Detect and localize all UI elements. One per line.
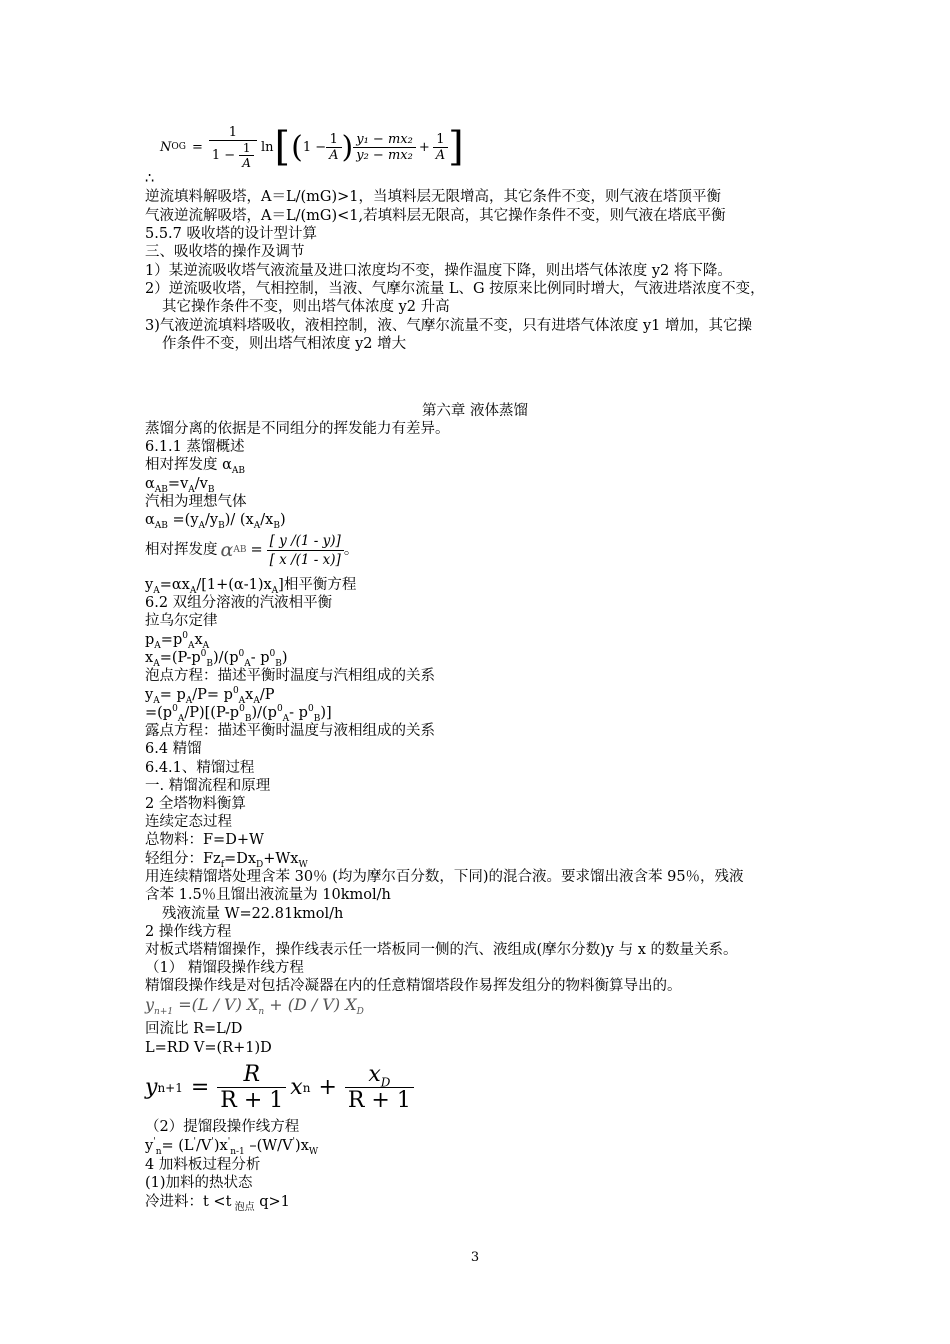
relative-volatility-formula: 相对挥发度 α AB = $\frac{[ y /(1 - y)]}{[ x /(1 - x)]}$ 。 (145, 532, 359, 568)
t: x (194, 632, 203, 648)
t: )] (320, 705, 332, 721)
text-line: 含苯 1.5％且馏出液流量为 10kmol/h (145, 887, 391, 903)
t: /y (205, 512, 219, 528)
t: ]相平衡方程 (278, 577, 357, 593)
t: )/(p (251, 705, 277, 721)
t: A (198, 520, 206, 531)
text-line: L=RD V=(R+1)D (145, 1040, 272, 1056)
page-number: 3 (470, 1250, 480, 1265)
operating-line-equation: y n+1 = $\frac{R}{R + 1}$ x n + $\frac{x_D}{R + 1}$ (145, 1062, 414, 1113)
t: =(p (145, 705, 173, 721)
nog-bracket-open: [ (274, 124, 291, 170)
t: A (238, 695, 246, 706)
section-heading: 三、吸收塔的操作及调节 (145, 244, 305, 260)
text-line: 3)气液逆流填料塔吸收，液相控制，液、气摩尔流量不变，只有进塔气体浓度 y1 增加，其它操 (145, 318, 753, 334)
text-line: 拉乌尔定律 (145, 613, 218, 629)
therefore-symbol: ∴ (145, 171, 155, 187)
formula-line (145, 1137, 318, 1155)
text-line: 露点方程：描述平衡时温度与液相组成的关系 (145, 723, 435, 739)
formula-line (145, 475, 214, 493)
t: q>1 (254, 1194, 290, 1210)
nog-inner-frac (326, 132, 341, 163)
t: A (153, 695, 160, 706)
t: α (145, 512, 155, 528)
t: AB (154, 484, 168, 495)
t: A (202, 640, 210, 651)
t: AB (231, 465, 246, 476)
volatility-frac (267, 532, 344, 569)
t: n-1 (230, 1146, 245, 1157)
t: A (189, 585, 197, 596)
nog-paren-close: ) (341, 129, 354, 165)
t: 0 (232, 686, 239, 697)
nog-y-den: y₂ − mx₂ (356, 147, 413, 163)
t: x (145, 650, 154, 666)
t: A (188, 484, 195, 495)
t: ) (279, 512, 286, 528)
t: n (258, 1007, 265, 1018)
t: y (145, 1138, 154, 1154)
t: 0 (307, 704, 314, 715)
t: W (308, 1146, 319, 1157)
text-line: 逆流填料解吸塔，A＝L/(mG)>1，当填料层无限增高，其它条件不变，则气液在塔顶平衡 (145, 189, 722, 205)
text-line: 总物料：F=D+W (145, 832, 264, 848)
t: =(L / V) X (173, 995, 259, 1014)
t: D (380, 1075, 391, 1090)
t: A (187, 640, 195, 651)
t: 0 (172, 704, 178, 715)
t: p (145, 632, 155, 648)
t: y (145, 687, 154, 703)
t: A (271, 585, 279, 596)
t: [ x /(1 - x)] (269, 551, 341, 568)
section-heading: 一. 精馏流程和原理 (145, 778, 271, 794)
section-heading: 6.2 双组分溶液的汽液相平衡 (145, 595, 333, 611)
t: R (217, 1062, 286, 1088)
section-heading: 6.1.1 蒸馏概述 (145, 439, 245, 455)
t: f (220, 859, 225, 870)
t: 0 (200, 649, 207, 660)
t: /P)[(P-p (184, 705, 240, 721)
section-heading: （2）提馏段操作线方程 (145, 1119, 300, 1135)
nog-coef-den (209, 141, 257, 170)
nog-paren-open: ( (291, 129, 303, 165)
formula-line (145, 649, 288, 667)
op2-frac2 (345, 1062, 414, 1113)
t: n+1 (154, 1007, 174, 1018)
t: A (154, 640, 161, 651)
text-line: 残液流量 W=22.81kmol/h (162, 906, 344, 922)
t: = (L (161, 1138, 194, 1154)
t: α (145, 476, 155, 492)
formula-line (145, 631, 209, 649)
section-heading: 2 操作线方程 (145, 924, 232, 940)
text-line: 气液逆流解吸塔，A＝L/(mG)<1,若填料层无限高，其它操作条件不变，则气液在塔底平衡 (145, 208, 726, 224)
nog-coef-den-a: 1 − (211, 147, 236, 163)
nog-equation: N OG = 1 1 − $\frac{1}{A}$ ln [ ( 1 − $\frac{1}{A}$ ) $\frac{\text{y₁ − mx₂}}{\text{y₂ − mx₂}}$ + $\frac{1}{A}$ ] (160, 124, 464, 170)
t: /x (260, 512, 274, 528)
nog-last-num: 1 (433, 132, 448, 148)
text-line: 汽相为理想气体 (145, 494, 247, 510)
t: AB (154, 520, 168, 531)
t: W (298, 859, 308, 870)
t: D (256, 859, 264, 870)
t: = (250, 542, 263, 558)
t: - p (250, 650, 270, 666)
t: x (368, 1062, 381, 1087)
nog-y-num: y₁ − mx₂ (353, 132, 416, 148)
alpha-symbol: α (220, 539, 234, 561)
t: A (153, 585, 160, 596)
t: ' (193, 1137, 197, 1148)
section-heading: 4 加料板过程分析 (145, 1157, 261, 1173)
t: B (313, 713, 321, 724)
t: B (206, 658, 213, 669)
nog-bracket-close: ] (448, 124, 464, 170)
formula-line (145, 686, 275, 704)
op2-frac2-num (345, 1062, 414, 1088)
nog-last-frac (433, 132, 448, 163)
t: =αx (159, 577, 190, 593)
t: /V (196, 1138, 212, 1154)
t: 相对挥发度 (145, 542, 218, 558)
nog-coef-frac (209, 125, 257, 170)
t: B (244, 713, 252, 724)
t: R + 1 (347, 1088, 411, 1113)
t: /v (194, 476, 208, 492)
text-line: 2）逆流吸收塔，气相控制，当液、气摩尔流量 L、G 按原来比例同时增大，气液进塔浓度不变， (145, 281, 765, 297)
nog-equals: = (191, 139, 203, 155)
text-line: 对板式塔精馏操作，操作线表示任一塔板同一侧的汽、液组成(摩尔分数)y 与 x 的数量关系。 (145, 942, 738, 958)
section-heading: 5.5.7 吸收塔的设计型计算 (145, 226, 318, 242)
formula-line (145, 850, 308, 868)
text-line: 连续定态过程 (145, 814, 232, 830)
section-heading: 6.4 精馏 (145, 741, 202, 757)
text-line: 其它操作条件不变，则出塔气体浓度 y2 升高 (162, 299, 450, 315)
t: 轻组分：Fz (145, 851, 221, 867)
nog-inner-one: 1 − (302, 139, 327, 155)
t: +Wx (263, 851, 299, 867)
nog-if-den: A (329, 147, 339, 163)
op2-frac1 (217, 1062, 286, 1113)
t: B (207, 484, 215, 495)
t: A (177, 713, 185, 724)
t: 0 (239, 704, 245, 715)
t: - p (289, 705, 308, 721)
t: 泡点 (231, 1201, 255, 1213)
nog-coef-den-frac (239, 141, 254, 170)
t: A (244, 658, 251, 669)
t: )x (295, 1138, 309, 1154)
text-line (145, 1193, 290, 1211)
t: =Dx (224, 851, 256, 867)
t: =p (160, 632, 183, 648)
nog-last-den: A (435, 147, 446, 163)
t: /[1+(α-1)x (196, 577, 272, 593)
text-line: 1）某逆流吸收塔气液流量及进口浓度均不变，操作温度下降，则出塔气体浓度 y2 将下降。 (145, 263, 732, 279)
section-heading: 6.4.1、精馏过程 (145, 760, 255, 776)
t: ' (153, 1137, 156, 1148)
t: )/ (x (224, 512, 254, 528)
text-line: (1)加料的热状态 (145, 1175, 253, 1191)
nog-lhs: N (160, 139, 172, 155)
text-line: 精馏段操作线是对包括冷凝器在内的任意精馏塔段作易挥发组分的物料衡算导出的。 (145, 978, 682, 994)
t: ) (281, 650, 288, 666)
t: /P (259, 687, 275, 703)
text-line (145, 456, 245, 474)
nog-if-num: 1 (326, 132, 341, 148)
t: x (290, 1075, 303, 1100)
t: D (356, 1007, 364, 1018)
t: y (145, 577, 154, 593)
nog-cdf-num: 1 (239, 141, 254, 156)
t: 相对挥发度 α (145, 457, 232, 473)
t: )/(p (213, 650, 239, 666)
formula-line (145, 511, 286, 529)
t: x (245, 687, 254, 703)
rectifying-equation (145, 995, 364, 1018)
t: = p (159, 687, 186, 703)
t: n (155, 1146, 162, 1157)
t: A (253, 520, 261, 531)
t: + (D / V) X (264, 995, 357, 1014)
t: A (282, 713, 290, 724)
t: B (273, 520, 280, 531)
t: )x (213, 1138, 228, 1154)
nog-ln: ln (260, 139, 274, 155)
t: A (153, 658, 160, 669)
t: ' (292, 1137, 296, 1148)
t: A (253, 695, 260, 706)
t: = (190, 1075, 210, 1100)
nog-y-frac (353, 132, 416, 163)
t: 。 (343, 542, 359, 558)
t: y (145, 995, 155, 1014)
t: 0 (276, 704, 283, 715)
section-heading: 2 全塔物料衡算 (145, 796, 246, 812)
text-line: 作条件不变，则出塔气相浓度 y2 增大 (162, 336, 407, 352)
formula-line (145, 576, 356, 594)
t: =(y (167, 512, 199, 528)
t: ' (211, 1137, 214, 1148)
t: ' (227, 1137, 231, 1148)
t: 0 (238, 649, 245, 660)
text-line: 蒸馏分离的依据是不同组分的挥发能力有差异。 (145, 421, 450, 437)
t: =(P-p (159, 650, 201, 666)
text-line: 回流比 R=L/D (145, 1021, 243, 1037)
t: =v (167, 476, 189, 492)
t: 0 (182, 631, 188, 642)
nog-plus: + (418, 139, 430, 155)
t: B (218, 520, 225, 531)
t: B (275, 658, 282, 669)
t: y (145, 1075, 158, 1100)
text-line: 泡点方程：描述平衡时温度与汽相组成的关系 (145, 668, 435, 684)
chapter-title: 第六章 液体蒸馏 (421, 403, 529, 419)
t: 0 (269, 649, 276, 660)
t: 冷进料：t <t (145, 1194, 232, 1210)
t: R + 1 (220, 1088, 284, 1113)
section-heading: （1） 精馏段操作线方程 (145, 960, 304, 976)
formula-line (145, 704, 332, 722)
nog-coef-num: 1 (209, 125, 257, 141)
nog-cdf-den: A (242, 155, 251, 170)
t: + (318, 1075, 337, 1100)
t: [ y /(1 - y)] (267, 532, 344, 551)
t: /P= p (192, 687, 233, 703)
text-line: 用连续精馏塔处理含苯 30％ (均为摩尔百分数，下同)的混合液。要求馏出液含苯 95％，残液 (145, 869, 744, 885)
t: –(W/V (244, 1138, 293, 1154)
t: A (185, 695, 193, 706)
